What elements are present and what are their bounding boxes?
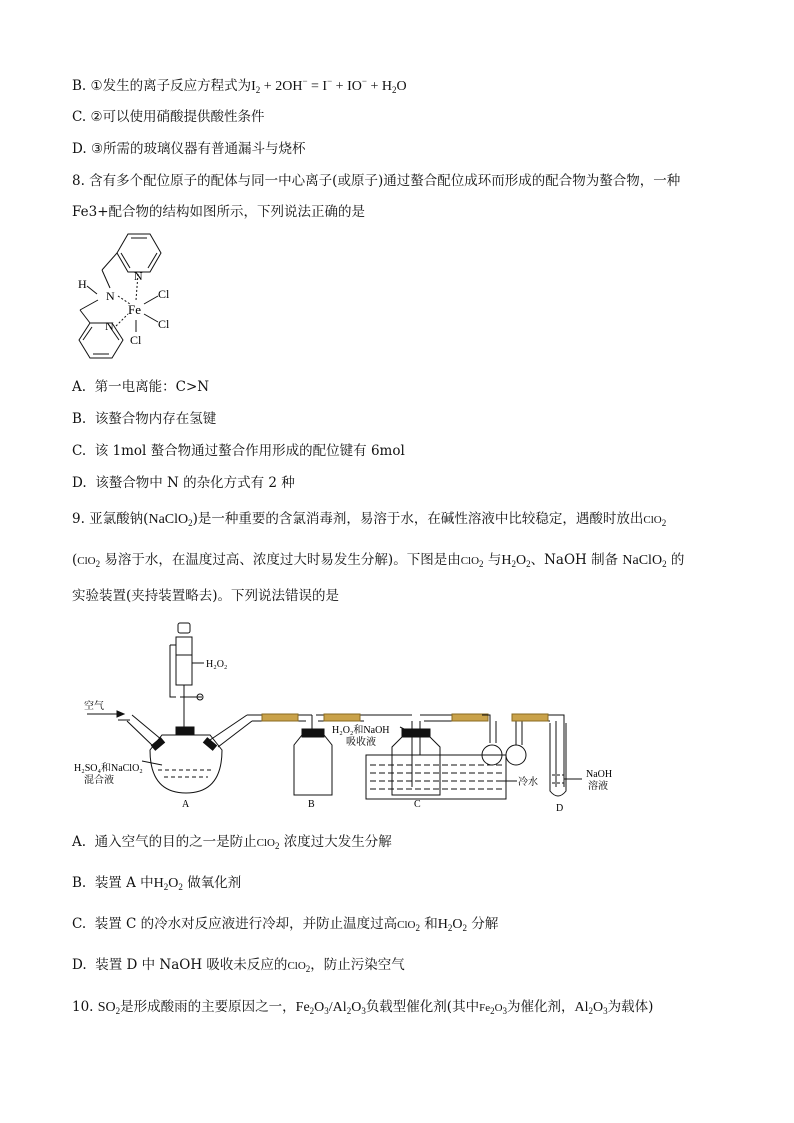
absorb-label-1: H₂O₂和NaOH (332, 725, 390, 736)
q8-option-d: D. 该螯合物中 N 的杂化方式有 2 种 (72, 475, 295, 491)
q7-option-b (72, 71, 407, 100)
cl-label-1: Cl (158, 287, 170, 301)
cl-label-2: Cl (158, 317, 170, 331)
q9-stem-line1: 9. 亚氯酸钠(NaClO$_2$)是一种重要的含氯消毒剂，易溶于水，在碱性溶液中比较稳定，遇酸时放出ClO$_2$ (72, 511, 667, 528)
apparatus-diagram (72, 615, 652, 815)
naoh-label-1: NaOH (586, 769, 613, 780)
option-text: ③所需的玻璃仪器有普通漏斗与烧杯 (90, 141, 306, 157)
option-label: B. (72, 78, 87, 94)
q9-option-d: D. 装置 D 中 NaOH 吸收未反应的ClO$_2$，防止污染空气 (72, 957, 405, 974)
fe-label: Fe (128, 302, 141, 317)
label-b: B (308, 799, 315, 810)
q8-stem-line1: 8. 含有多个配位原子的配体与同一中心离子(或原子)通过螯合配位成环而形成的配合物为螯合物，一种 (72, 173, 681, 189)
q9-stem-line3: 实验装置(夹持装置略去)。下列说法错误的是 (72, 588, 340, 604)
h2o2-label: H₂O₂ (206, 659, 228, 670)
label-c: C (414, 799, 421, 810)
option-label: D. (72, 141, 87, 157)
n-bottom-label: N (105, 319, 114, 333)
n-top-label: N (134, 269, 143, 283)
q8-option-b: B. 该螯合物内存在氢键 (72, 411, 217, 427)
q9-option-c: C. 装置 C 的冷水对反应液进行冷却，并防止温度过高ClO$_2$ 和$H_2O_2$ 分解 (72, 916, 499, 933)
q9-stem-line2: (ClO$_2$ 易溶于水，在温度过高、浓度过大时易发生分解)。下图是由ClO$_2$ 与$H_2O_2$、NaOH 制备 NaClO$_2$ 的 (72, 552, 685, 569)
q8-stem-line2: Fe3+配合物的结构如图所示，下列说法正确的是 (72, 204, 366, 220)
label-a: A (182, 799, 190, 810)
mix-label-1: H₂SO₄和NaClO₂ (74, 763, 143, 774)
cl-label-3: Cl (130, 333, 142, 347)
q10-stem: 10. $SO_2$是形成酸雨的主要原因之一，$Fe_2O_3/Al_2O_3$负载型催化剂(其中$Fe_2O_3$为催化剂，$Al_2O_3$为载体) (72, 999, 654, 1016)
n-amine-label: N (106, 289, 115, 303)
q7-option-d (72, 139, 306, 159)
absorb-label-2: 吸收液 (346, 737, 376, 748)
option-text: ①发生的离子反应方程式为 (90, 78, 252, 94)
option-label: C. (72, 109, 87, 125)
option-text: ②可以使用硝酸提供酸性条件 (90, 109, 265, 125)
q8-option-c: C. 该 1mol 螯合物通过螯合作用形成的配位键有 6mol (72, 443, 405, 459)
label-d: D (556, 803, 564, 814)
ionic-equation: $I_2 + 2OH^- = I^- + IO^- + H_2O$ (251, 76, 407, 95)
q9-option-a: A. 通入空气的目的之一是防止ClO$_2$ 浓度过大发生分解 (72, 834, 392, 851)
q9-option-b: B. 装置 A 中$H_2O_2$ 做氧化剂 (72, 875, 242, 892)
fe-complex-structure (70, 228, 170, 368)
q8-option-a: A. 第一电离能：C>N (72, 379, 210, 395)
cold-water-label: 冷水 (518, 777, 538, 788)
h-label: H (78, 277, 87, 291)
air-label: 空气 (84, 701, 104, 712)
mix-label-2: 混合液 (84, 775, 114, 786)
naoh-label-2: 溶液 (588, 781, 608, 792)
q7-option-c (72, 107, 265, 127)
